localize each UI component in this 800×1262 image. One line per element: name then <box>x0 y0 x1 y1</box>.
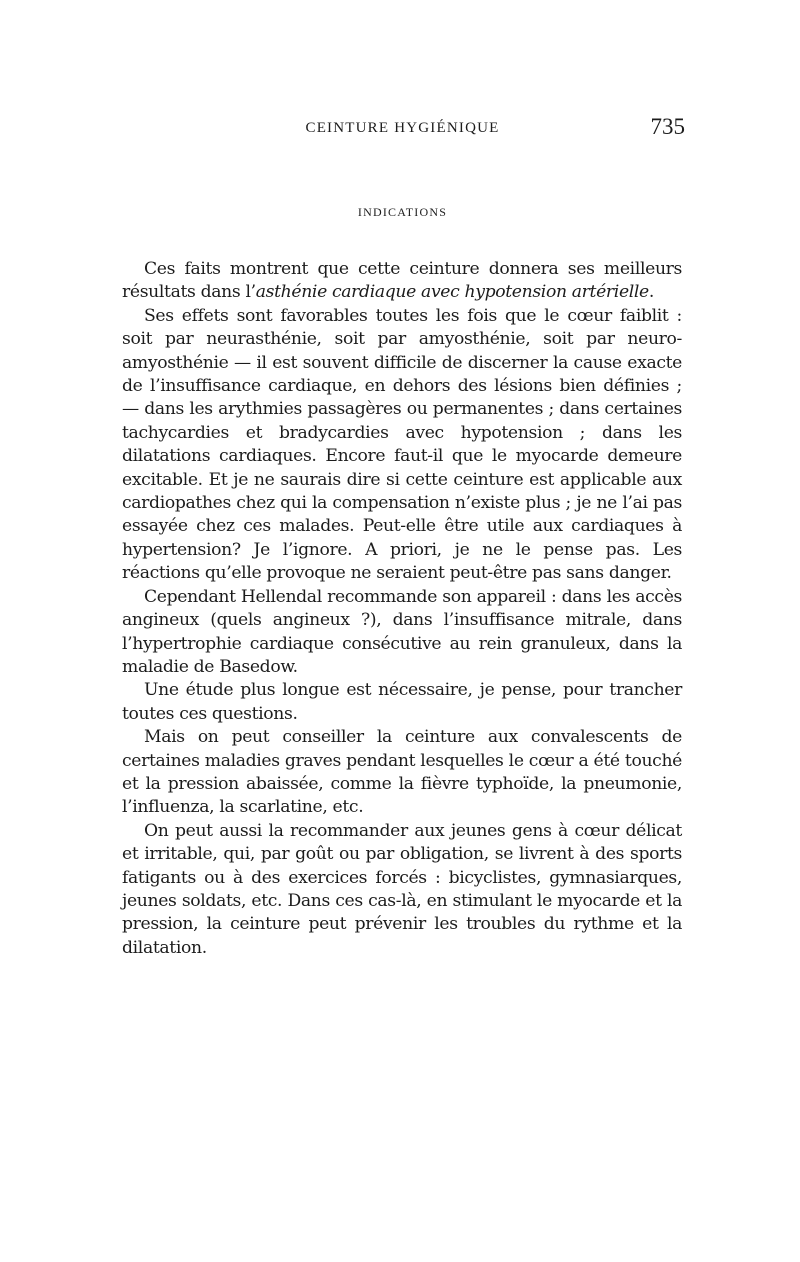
paragraph-1-italic: asthénie cardiaque avec hypotension artérielle <box>255 282 649 303</box>
page-number: 735 <box>650 114 685 139</box>
section-heading: INDICATIONS <box>357 205 448 219</box>
paragraph-1-start: Ces faits montrent que cette ceinture donnera ses meilleurs résultats dans l’ <box>122 259 682 303</box>
running-head <box>120 114 685 144</box>
paragraph-1 <box>122 258 682 305</box>
paragraph-5: Mais on peut conseiller la ceinture aux convalescents de certaines maladies graves pendant lesquelles le cœur a été touché et la pression abaissée, comme la fièvre typhoïde, la pneumonie, l’influenza, la scarlatine, etc. <box>122 727 682 818</box>
paragraph-6: On peut aussi la recommander aux jeunes gens à cœur délicat et irritable, qui, par goût ou par obligation, se livrent à des sports fatigants ou à des exercices forcés : bicyclistes, gymnasiarques, jeunes soldats, etc. Dans ces cas-là, en stimulant le myocarde et la pression, la ceinture peut prévenir les troubles du rythme et la dilatation. <box>122 820 682 958</box>
paragraph-2: Ses effets sont favorables toutes les fois que le cœur faiblit : soit par neurasthénie, soit par amyosthénie, soit par neuro-amyosthénie — il est souvent difficile de discerner la cause exacte de l’insuffisance cardiaque, en dehors des lésions bien définies ; — dans les arythmies passagères ou permanentes ; dans certaines tachycardies et bradycardies avec hypotension ; dans les dilatations cardiaques. Encore faut-il que le myocarde demeure excitable. Et je ne saurais dire si cette ceinture est applicable aux cardiopathes chez qui la compensation n’existe plus ; je ne l’ai pas essayée chez ces malades. Peut-elle être utile aux cardiaques à hypertension? Je l’ignore. A priori, je ne le pense pas. Les réactions qu’elle provoque ne seraient peut-être pas sans danger. <box>122 305 682 584</box>
body-text <box>122 258 682 960</box>
paragraph-3: Cependant Hellendal recommande son appareil : dans les accès angineux (quels angineux ?), dans l’insuffisance mitrale, dans l’hypertrophie cardiaque consécutive au rein granuleux, dans la maladie de Basedow. <box>122 586 682 677</box>
paragraph-1-end: . <box>648 282 655 303</box>
running-title: CEINTURE HYGIÉNIQUE <box>305 120 500 136</box>
paragraph-4: Une étude plus longue est nécessaire, je pense, pour trancher toutes ces questions. <box>122 680 682 724</box>
